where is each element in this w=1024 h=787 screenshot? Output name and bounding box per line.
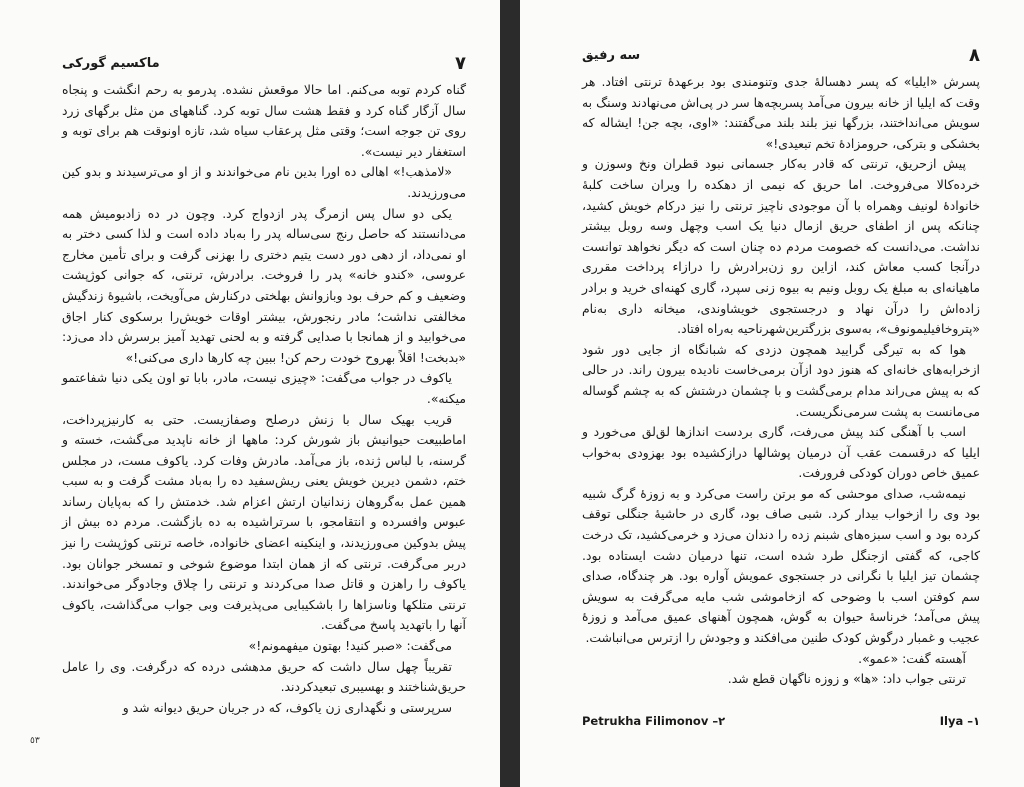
paragraph: می‌گفت: «صبر کنید! بهتون میفهمونم!» bbox=[248, 638, 452, 654]
paragraph: «لامذهب!» اهالی ده اورا بدین نام می‌خواندند و از او می‌ترسیدند و بدو کین می‌ورزیدند. bbox=[62, 164, 466, 200]
book-gutter bbox=[500, 0, 520, 787]
paragraph: اسب با آهنگی کند پیش می‌رفت، گاری بردست اندازها لق‌لق می‌خورد و ایلیا که درقسمت عقب آن درمیان پوشالها درازکشیده بود بهزودی به‌خواب عمیق خاص دوران کودکی فرورفت. bbox=[582, 424, 980, 481]
page-number: ٧ bbox=[455, 52, 466, 74]
paragraph: پیش ازحریق، ترنتی که قادر به‌کار جسمانی نبود قطران ونخ وسوزن و خرده‌کالا می‌فروخت. اما حریق که نیمی از دهکده را ویران ساخت کلبهٔ خانوادهٔ لونیف وهمراه با آن موجودی ناچیز ترنتی را نیز درکام خویش کشید، چنانکه پس از اطفای حریق ازمال دنیا یک اسب وچهل وسه روبل بیشتر نداشت. می‌دانست که خصومت مردم ده چنان است که دیگر نخواهد توانست درآنجا کسب معاش کند، ازاین رو زن‌برادرش را درازاء پرداخت مقرری ماهیانه‌ای به مبلغ یک روبل ونیم به بیوه زنی سپرد، گاری کهنه‌ای خرید و برادر زاده‌اش را درآن نهاد و درجستجوی خویشاوندی، میخانه داری به‌نام «پتروخافیلیمونوف»، به‌سوی بزرگترین‌شهرناحیه به‌راه افتاد. bbox=[582, 156, 980, 337]
paragraph: قریب بهیک سال با زنش درصلح وصفازیست. حتی به کارنیزپرداخت، اماطبیعت حیوانیش باز شورش کرد: ماهها از خانه ناپدید می‌گشت، خسته و گرسنه، با لباس ژنده، باز می‌آمد. مادرش وفات کرد. یاکوف مست، در مجلس ختم، دشمن دیرین خویش یعنی ریش‌سفید ده را به‌باد مشت گرفت و به سبب همین عمل به‌گروهان زندانیان ارتش اعزام شد. خدمتش را که به‌پایان رساند عبوس وافسرده و انتقامجو، با سرتراشیده به ده بازگشت. مردم ده بیش از پیش بدوکین می‌ورزیدند، و اینکینه اعضای خانواده، خاصه ترنتی کوژپشت را نیز دربر می‌گرفت. ترنتی که از همان ابتدا موضوع شوخی و تمسخر جوانان بود. یاکوف را راهزن و قاتل صدا می‌کردند و ترنتی را چلاق وجادوگر می‌خواندند. ترنتی متلکها وناسزاها را باشکیبایی می‌پذیرفت وبی جواب می‌گذاشت، یاکوف آنها را باتهدید پاسخ می‌گفت. bbox=[62, 411, 466, 633]
right-page-header bbox=[582, 44, 980, 66]
right-page bbox=[520, 0, 1024, 787]
paragraph: تقریباً چهل سال داشت که حریق مدهشی درده که درگرفت. وی را عامل حریق‌شناختند و بهسیبری تبعیدکردند. bbox=[62, 658, 466, 695]
paragraph: گناه کردم توبه می‌کنم. اما حالا موقعش نشده. پدرمو به رحم انگشت و پنجاه سال آزگار گناه کرد و فقط هشت سال توبه کرد. گناههای من مثل برگهای زرد روی تن جوجه است؛ وقتی مثل پرعقاب سیاه شد، تازه اونوقت هم برای توبه و استغفار دیر نیست». bbox=[62, 82, 466, 159]
margin-mark: ٥٣ bbox=[30, 736, 40, 746]
right-page-body bbox=[582, 72, 980, 690]
footnotes bbox=[582, 714, 980, 728]
paragraph: یکی دو سال پس ازمرگ پدر ازدواج کرد. وچون در ده زادبومیش همه می‌دانستند که حاصل رنج سی‌ساله پدر را به‌باد داده است و لذا کسی دختر به او نمی‌داد، از دهی دور دست یتیم دختری را بهزنی گرفت و برای تأمین مخارج عروسی، «کندو خانه» پدر را فروخت. برادرش، ترنتی، که جوانی کوژپشت وضعیف و کم حرف بود وبازوانش بهلختی درکنارش می‌آویخت، باشیوهٔ زندگیش مخالفتی نداشت؛ مادر رنجورش، بیشتر اوقات خویش‌را برسکوی کنار اجاق می‌خوابید و از همانجا با صدایی گرفته و به لحنی تهدید آمیز برسرش داد می‌زد: «بدبخت! اقلاً بهروح خودت رحم کن! ببین چه کارها داری می‌کنی!» bbox=[62, 205, 466, 365]
paragraph: ترنتی جواب داد: «ها» و زوزه ناگهان قطع شد. bbox=[727, 671, 966, 687]
paragraph: نیمه‌شب، صدای موحشی که مو برتن راست می‌کرد و به زوزهٔ گرگ شبیه بود وی را ازخواب بیدار کرد. شبی صاف بود، گاری در حاشیهٔ جنگلی توقف کرده بود و اسب سبزه‌های شبنم زده را دندان می‌زد و خرمی‌کشید، تک درخت کاجی، که گفتی ازجنگل طرد شده است، تنها درمیان دشت ایستاده بود. چشمان تیز ایلیا با نگرانی در جستجوی عمویش آواره بود. هر چندگاه، صدای سم کوفتن اسب با وضوحی که ازخاموشی شب مایه می‌گرفت به سویش پیش می‌آمد؛ خرناسهٔ حیوان به گوش، همچون آهنهای عمیق می‌آمد و زوزهٔ عجیب و غمبار درگوش کودک طنین می‌افکند و وجودش را ازترس می‌انباشت. bbox=[582, 485, 980, 646]
footnote-2: Petrukha Filimonov –٢ bbox=[582, 714, 726, 728]
paragraph: سرپرستی و نگهداری زن یاکوف، که در جریان حریق دیوانه شد و bbox=[122, 699, 452, 715]
paragraph: پسرش «ایلیا» که پسر دهسالهٔ جدی وتنومندی بود برعهدهٔ ترنتی افتاد. هر وقت که ایلیا از خانه بیرون می‌آمد پسربچه‌ها سر در پی‌اش می‌نهادند وسنگ به سویش می‌انداختند، بزرگها نیز بلند بلند می‌گفتند: «اوی، بچه جن! ایشاله که بخشکی و بترکی، حرومزادهٔ تخم تبعیدی!» bbox=[582, 74, 980, 151]
running-head-author: ماکسیم گورکی bbox=[62, 55, 160, 71]
left-page-body bbox=[62, 80, 466, 718]
left-page bbox=[0, 0, 500, 787]
left-page-header bbox=[62, 52, 466, 74]
page-number: ٨ bbox=[969, 44, 980, 66]
footnote-1: Ilya –١ bbox=[939, 714, 980, 728]
running-head-title: سه رفیق bbox=[582, 47, 641, 63]
paragraph: آهسته گفت: «عمو». bbox=[858, 650, 966, 666]
paragraph: هوا که به تیرگی گرایید همچون دزدی که شبانگاه از جایی دور شود ازخرابه‌های خانه‌ای که هنوز دود ازآن برمی‌خاست نادیده بیرون راند. در حالی که به پیش می‌راند مدام برمی‌گشت و با چشمان درشتش که به چشم گوساله می‌مانست به پشت سرمی‌نگریست. bbox=[582, 341, 980, 419]
paragraph: یاکوف در جواب می‌گفت: «چیزی نیست، مادر، بابا تو اون یکی دنیا شفاعتمو میکنه». bbox=[62, 370, 466, 406]
